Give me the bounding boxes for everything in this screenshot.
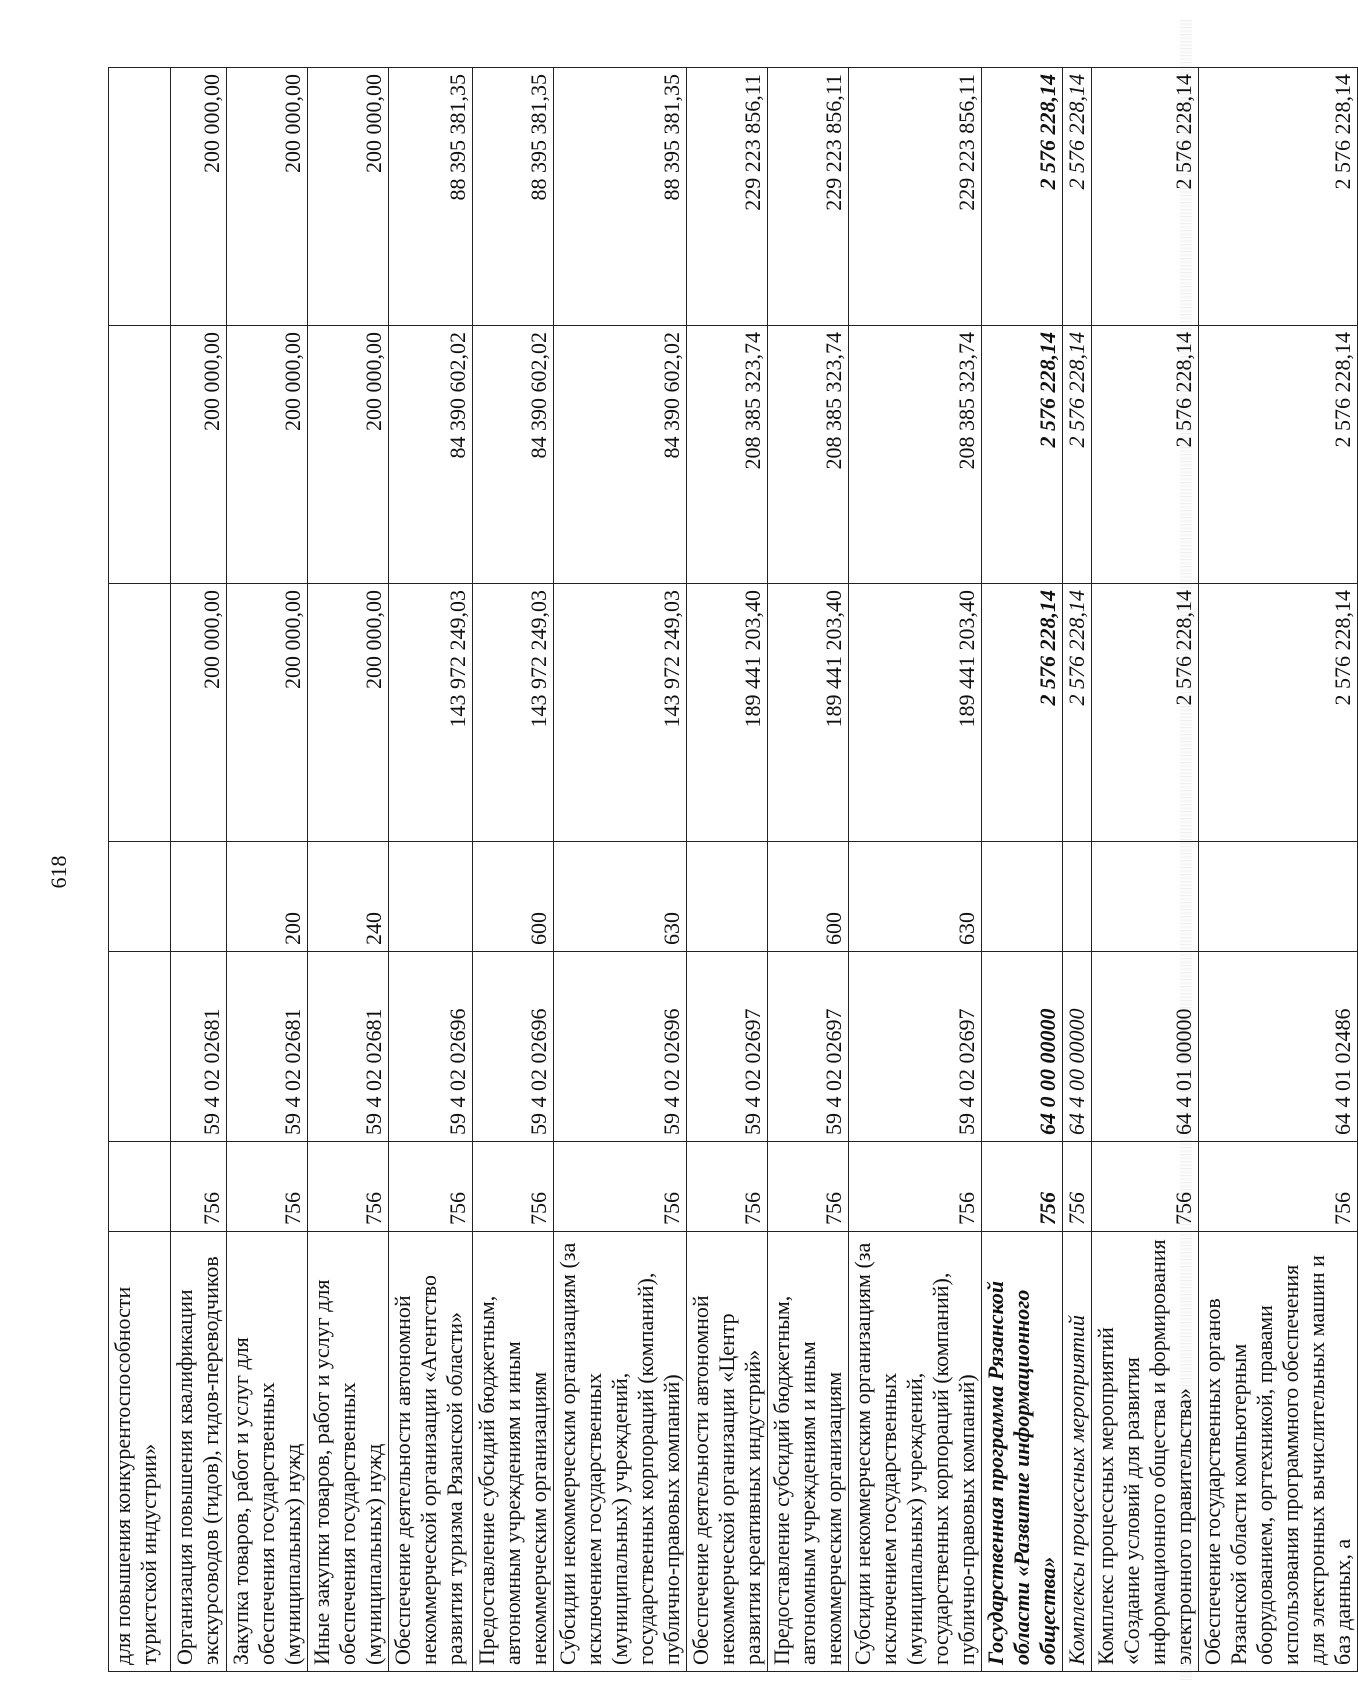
row-code-cell <box>109 1142 171 1232</box>
row-code-cell: 756 <box>687 1142 768 1232</box>
row-value-2026-cell: 2 576 228,14 <box>1092 68 1199 326</box>
row-value-2025-cell: 84 390 602,02 <box>473 326 554 584</box>
row-code-cell: 756 <box>982 1142 1063 1232</box>
row-value-2024-cell: 200 000,00 <box>171 584 227 842</box>
row-csr-cell: 59 4 02 02697 <box>849 952 982 1142</box>
row-code-cell: 756 <box>171 1142 227 1232</box>
table-row <box>849 68 982 1672</box>
row-value-2024-cell: 200 000,00 <box>308 584 389 842</box>
row-cvr-cell <box>109 842 171 952</box>
row-csr-cell: 59 4 02 02681 <box>171 952 227 1142</box>
page-number: 618 <box>46 855 71 889</box>
row-cvr-cell <box>1063 842 1092 952</box>
budget-table-body <box>109 68 1358 1672</box>
row-cvr-cell: 240 <box>308 842 389 952</box>
row-value-2025-cell: 2 576 228,14 <box>1063 326 1092 584</box>
row-value-2024-cell: 143 972 249,03 <box>554 584 687 842</box>
row-value-2025-cell: 2 576 228,14 <box>1199 326 1358 584</box>
row-name-cell: Обеспечение деятельности автономной некоммерческой организации «Центр развития креативных индустрий» <box>687 1232 768 1672</box>
row-value-2026-cell: 2 576 228,14 <box>982 68 1063 326</box>
row-value-2024-cell <box>109 584 171 842</box>
row-code-cell: 756 <box>1199 1142 1358 1232</box>
row-code-cell: 756 <box>1092 1142 1199 1232</box>
table-row <box>109 68 171 1672</box>
row-value-2024-cell: 189 441 203,40 <box>849 584 982 842</box>
row-value-2024-cell: 2 576 228,14 <box>1063 584 1092 842</box>
row-csr-cell: 59 4 02 02681 <box>227 952 308 1142</box>
row-name-cell: Предоставление субсидий бюджетным, автономным учреждениям и иным некоммерческим организациям <box>473 1232 554 1672</box>
row-code-cell: 756 <box>554 1142 687 1232</box>
row-cvr-cell <box>389 842 473 952</box>
row-value-2025-cell: 2 576 228,14 <box>982 326 1063 584</box>
row-cvr-cell: 630 <box>554 842 687 952</box>
row-name-cell: Предоставление субсидий бюджетным, автономным учреждениям и иным некоммерческим организациям <box>768 1232 849 1672</box>
row-value-2024-cell: 200 000,00 <box>227 584 308 842</box>
row-value-2026-cell: 88 395 381,35 <box>389 68 473 326</box>
row-cvr-cell: 200 <box>227 842 308 952</box>
row-value-2025-cell: 84 390 602,02 <box>554 326 687 584</box>
row-value-2024-cell: 189 441 203,40 <box>687 584 768 842</box>
row-cvr-cell <box>1199 842 1358 952</box>
row-csr-cell: 59 4 02 02696 <box>389 952 473 1142</box>
row-code-cell: 756 <box>768 1142 849 1232</box>
row-code-cell: 756 <box>849 1142 982 1232</box>
row-csr-cell: 64 0 00 00000 <box>982 952 1063 1142</box>
row-value-2026-cell: 229 223 856,11 <box>849 68 982 326</box>
row-code-cell: 756 <box>473 1142 554 1232</box>
row-csr-cell: 64 4 01 02486 <box>1199 952 1358 1142</box>
row-name-cell: для повышения конкурентоспособности туристской индустрии» <box>109 1232 171 1672</box>
row-csr-cell: 64 4 01 00000 <box>1092 952 1199 1142</box>
row-value-2025-cell: 208 385 323,74 <box>849 326 982 584</box>
row-value-2025-cell: 84 390 602,02 <box>389 326 473 584</box>
row-cvr-cell: 630 <box>849 842 982 952</box>
table-row <box>687 68 768 1672</box>
row-csr-cell: 59 4 02 02697 <box>687 952 768 1142</box>
row-value-2024-cell: 143 972 249,03 <box>473 584 554 842</box>
row-name-cell: Комплексы процессных мероприятий <box>1063 1232 1092 1672</box>
row-name-cell: Обеспечение деятельности автономной некоммерческой организации «Агентство развития туризма Рязанской области» <box>389 1232 473 1672</box>
row-csr-cell: 59 4 02 02696 <box>554 952 687 1142</box>
row-value-2026-cell: 229 223 856,11 <box>768 68 849 326</box>
row-cvr-cell <box>982 842 1063 952</box>
row-value-2024-cell: 2 576 228,14 <box>982 584 1063 842</box>
table-row <box>554 68 687 1672</box>
row-csr-cell: 59 4 02 02697 <box>768 952 849 1142</box>
table-row <box>389 68 473 1672</box>
row-cvr-cell <box>1092 842 1199 952</box>
row-name-cell: Субсидии некоммерческим организациям (за исключением государственных (муниципальных) учреждений, государственных корпораций (компаний), публично-правовых компаний) <box>849 1232 982 1672</box>
rotated-table-container <box>108 67 1355 1672</box>
row-value-2026-cell: 200 000,00 <box>171 68 227 326</box>
row-value-2026-cell: 229 223 856,11 <box>687 68 768 326</box>
table-row <box>1092 68 1199 1672</box>
row-value-2026-cell: 200 000,00 <box>227 68 308 326</box>
row-cvr-cell: 600 <box>473 842 554 952</box>
row-value-2026-cell <box>109 68 171 326</box>
row-value-2025-cell <box>109 326 171 584</box>
row-value-2025-cell: 2 576 228,14 <box>1092 326 1199 584</box>
row-value-2026-cell: 88 395 381,35 <box>473 68 554 326</box>
row-name-cell: Иные закупки товаров, работ и услуг для обеспечения государственных (муниципальных) нужд <box>308 1232 389 1672</box>
row-value-2024-cell: 143 972 249,03 <box>389 584 473 842</box>
row-name-cell: Комплекс процессных мероприятий «Создание условий для развития информационного общества и формирования электронного правительства» <box>1092 1232 1199 1672</box>
row-value-2026-cell: 200 000,00 <box>308 68 389 326</box>
row-value-2025-cell: 200 000,00 <box>308 326 389 584</box>
row-value-2026-cell: 2 576 228,14 <box>1199 68 1358 326</box>
table-row <box>1063 68 1092 1672</box>
row-code-cell: 756 <box>227 1142 308 1232</box>
budget-table <box>108 67 1358 1672</box>
row-value-2025-cell: 200 000,00 <box>227 326 308 584</box>
row-value-2025-cell: 208 385 323,74 <box>768 326 849 584</box>
table-row <box>1199 68 1358 1672</box>
row-csr-cell: 59 4 02 02681 <box>308 952 389 1142</box>
row-cvr-cell: 600 <box>768 842 849 952</box>
row-code-cell: 756 <box>308 1142 389 1232</box>
row-name-cell: Субсидии некоммерческим организациям (за исключением государственных (муниципальных) учреждений, государственных корпораций (компаний), публично-правовых компаний) <box>554 1232 687 1672</box>
row-name-cell: Обеспечение государственных органов Рязанской области компьютерным оборудованием, оргтехникой, правами использования программного обеспечения для электронных вычислительных машин и баз данных, а <box>1199 1232 1358 1672</box>
row-name-cell: Государственная программа Рязанской области «Развитие информационного общества» <box>982 1232 1063 1672</box>
table-row <box>171 68 227 1672</box>
row-value-2025-cell: 200 000,00 <box>171 326 227 584</box>
row-name-cell: Организация повышения квалификации экскурсоводов (гидов), гидов-переводчиков <box>171 1232 227 1672</box>
row-value-2024-cell: 189 441 203,40 <box>768 584 849 842</box>
row-name-cell: Закупка товаров, работ и услуг для обеспечения государственных (муниципальных) нужд <box>227 1232 308 1672</box>
row-value-2025-cell: 208 385 323,74 <box>687 326 768 584</box>
row-code-cell: 756 <box>389 1142 473 1232</box>
row-code-cell: 756 <box>1063 1142 1092 1232</box>
row-csr-cell <box>109 952 171 1142</box>
table-row <box>308 68 389 1672</box>
row-csr-cell: 59 4 02 02696 <box>473 952 554 1142</box>
table-row <box>768 68 849 1672</box>
row-value-2026-cell: 2 576 228,14 <box>1063 68 1092 326</box>
table-row <box>982 68 1063 1672</box>
row-cvr-cell <box>687 842 768 952</box>
row-value-2026-cell: 88 395 381,35 <box>554 68 687 326</box>
row-csr-cell: 64 4 00 00000 <box>1063 952 1092 1142</box>
row-value-2024-cell: 2 576 228,14 <box>1199 584 1358 842</box>
table-row <box>473 68 554 1672</box>
table-row <box>227 68 308 1672</box>
row-cvr-cell <box>171 842 227 952</box>
row-value-2024-cell: 2 576 228,14 <box>1092 584 1199 842</box>
